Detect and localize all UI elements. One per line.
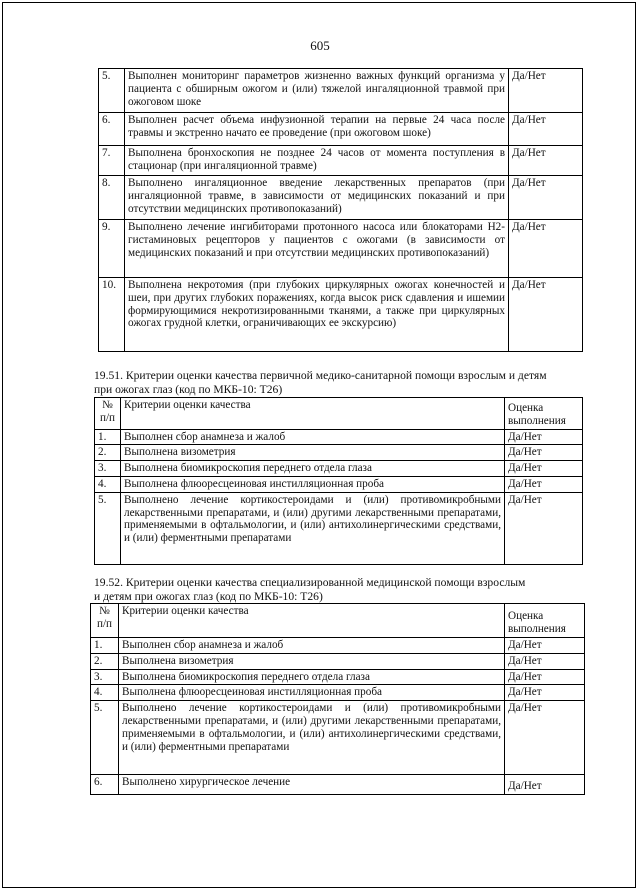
- evaluation-value: Да/Нет: [509, 113, 583, 146]
- criterion-text: Выполнена некротомия (при глубоких циркулярных ожогах конечностей и шеи, при других глубоких поражениях, когда высок риск сдавления и ишемии формирующимися некротизированными тканями, а также при циркулярных ожогах грудной клетки, ограничивающих ее экскурсию): [125, 278, 509, 352]
- column-header-criteria: Критерии оценки качества: [119, 604, 505, 638]
- criterion-text: Выполнен сбор анамнеза и жалоб: [121, 429, 505, 445]
- row-number: 9.: [99, 220, 125, 278]
- criterion-text: Выполнена бронхоскопия не позднее 24 часов от момента поступления в стационар (при ингаляционной травме): [125, 146, 509, 176]
- section-heading-19-51: [94, 369, 582, 396]
- criterion-text: Выполнена флюоресцеиновая инстилляционная проба: [119, 685, 505, 701]
- column-header-evaluation: Оценка выполнения: [505, 398, 583, 430]
- section-heading-line: и детям при ожогах глаз (код по МКБ-10: Т26): [94, 589, 323, 603]
- row-number: 4.: [95, 476, 121, 492]
- table-header-row: [95, 398, 583, 430]
- table-row: [99, 220, 583, 278]
- table-row: [91, 638, 585, 654]
- table-row: [91, 775, 585, 795]
- evaluation-value: Да/Нет: [509, 69, 583, 113]
- evaluation-value: Да/Нет: [505, 476, 583, 492]
- section-heading-19-52: [94, 576, 582, 603]
- row-number: 2.: [91, 653, 119, 669]
- evaluation-value: Да/Нет: [509, 146, 583, 176]
- criterion-text: Выполнено лечение ингибиторами протонного насоса или блокаторами Н2-гистаминовых рецепторов у пациентов с ожогами (в зависимости от медицинских показаний и при отсутствии медицинских противопоказаний): [125, 220, 509, 278]
- table-row: [99, 146, 583, 176]
- row-number: 3.: [91, 669, 119, 685]
- row-number: 1.: [91, 638, 119, 654]
- row-number: 10.: [99, 278, 125, 352]
- evaluation-value: Да/Нет: [509, 220, 583, 278]
- section-heading-line: 19.51. Критерии оценки качества первичной медико-санитарной помощи взрослым и детям: [94, 369, 547, 382]
- row-number: 1.: [95, 429, 121, 445]
- criterion-text: Выполнено ингаляционное введение лекарственных препаратов (при ингаляционной травме, в зависимости от медицинских показаний и при отсутствии медицинских противопоказаний): [125, 176, 509, 220]
- criteria-table-19-51: [94, 397, 583, 565]
- evaluation-value: Да/Нет: [505, 701, 585, 775]
- evaluation-value: Да/Нет: [505, 492, 583, 564]
- column-header-number: № п/п: [95, 398, 121, 430]
- evaluation-value: Да/Нет: [505, 653, 585, 669]
- row-number: 3.: [95, 461, 121, 477]
- criterion-text: Выполнена флюоресцеиновая инстилляционная проба: [121, 476, 505, 492]
- table-row: [99, 278, 583, 352]
- table-row: [95, 461, 583, 477]
- evaluation-value: Да/Нет: [505, 685, 585, 701]
- evaluation-value: Да/Нет: [509, 176, 583, 220]
- criterion-text: Выполнена биомикроскопия переднего отдела глаза: [119, 669, 505, 685]
- row-number: 6.: [99, 113, 125, 146]
- table-row: [91, 701, 585, 775]
- criterion-text: Выполнено хирургическое лечение: [119, 775, 505, 795]
- evaluation-value: Да/Нет: [505, 775, 585, 795]
- row-number: 5.: [91, 701, 119, 775]
- criterion-text: Выполнено лечение кортикостероидами и (или) противомикробными лекарственными препаратами, и (или) другими лекарственными препаратами, применяемыми в офтальмологии, и (или) антихолинергическими средствами, и (или) ферментными препаратами: [119, 701, 505, 775]
- criterion-text: Выполнена визометрия: [119, 653, 505, 669]
- criterion-text: Выполнена биомикроскопия переднего отдела глаза: [121, 461, 505, 477]
- criteria-table-burns-continued: [98, 68, 583, 352]
- evaluation-value: Да/Нет: [509, 278, 583, 352]
- table-row: [91, 685, 585, 701]
- evaluation-value: Да/Нет: [505, 461, 583, 477]
- page-number: 605: [310, 38, 330, 53]
- column-header-criteria: Критерии оценки качества: [121, 398, 505, 430]
- criterion-text: Выполнен расчет объема инфузионной терапии на первые 24 часа после травмы и экстренно начато ее проведение (при ожоговом шоке): [125, 113, 509, 146]
- table-row: [95, 429, 583, 445]
- column-header-evaluation: Оценка выполнения: [505, 604, 585, 638]
- row-number: 4.: [91, 685, 119, 701]
- table-row: [99, 69, 583, 113]
- table-row: [91, 653, 585, 669]
- row-number: 7.: [99, 146, 125, 176]
- criterion-text: Выполнено лечение кортикостероидами и (или) противомикробными лекарственными препаратами, и (или) другими лекарственными препаратами, применяемыми в офтальмологии, и (или) антихолинергическими средствами, и (или) ферментными препаратами: [121, 492, 505, 564]
- table-row: [95, 476, 583, 492]
- row-number: 8.: [99, 176, 125, 220]
- section-heading-line: 19.52. Критерии оценки качества специализированной медицинской помощи взрослым: [94, 576, 526, 589]
- criterion-text: Выполнена визометрия: [121, 445, 505, 461]
- section-heading-line: при ожогах глаз (код по МКБ-10: Т26): [94, 382, 283, 396]
- row-number: 5.: [95, 492, 121, 564]
- evaluation-value: Да/Нет: [505, 638, 585, 654]
- criterion-text: Выполнен мониторинг параметров жизненно важных функций организма у пациента с обширным ожогом и (или) тяжелой ингаляционной травмой при ожоговом шоке: [125, 69, 509, 113]
- table-row: [95, 445, 583, 461]
- evaluation-value: Да/Нет: [505, 429, 583, 445]
- evaluation-value: Да/Нет: [505, 669, 585, 685]
- row-number: 2.: [95, 445, 121, 461]
- table-row: [99, 176, 583, 220]
- table-header-row: [91, 604, 585, 638]
- evaluation-value: Да/Нет: [505, 445, 583, 461]
- row-number: 5.: [99, 69, 125, 113]
- table-row: [95, 492, 583, 564]
- table-row: [91, 669, 585, 685]
- criteria-table-19-52: [90, 603, 585, 795]
- column-header-number: № п/п: [91, 604, 119, 638]
- row-number: 6.: [91, 775, 119, 795]
- criterion-text: Выполнен сбор анамнеза и жалоб: [119, 638, 505, 654]
- table-row: [99, 113, 583, 146]
